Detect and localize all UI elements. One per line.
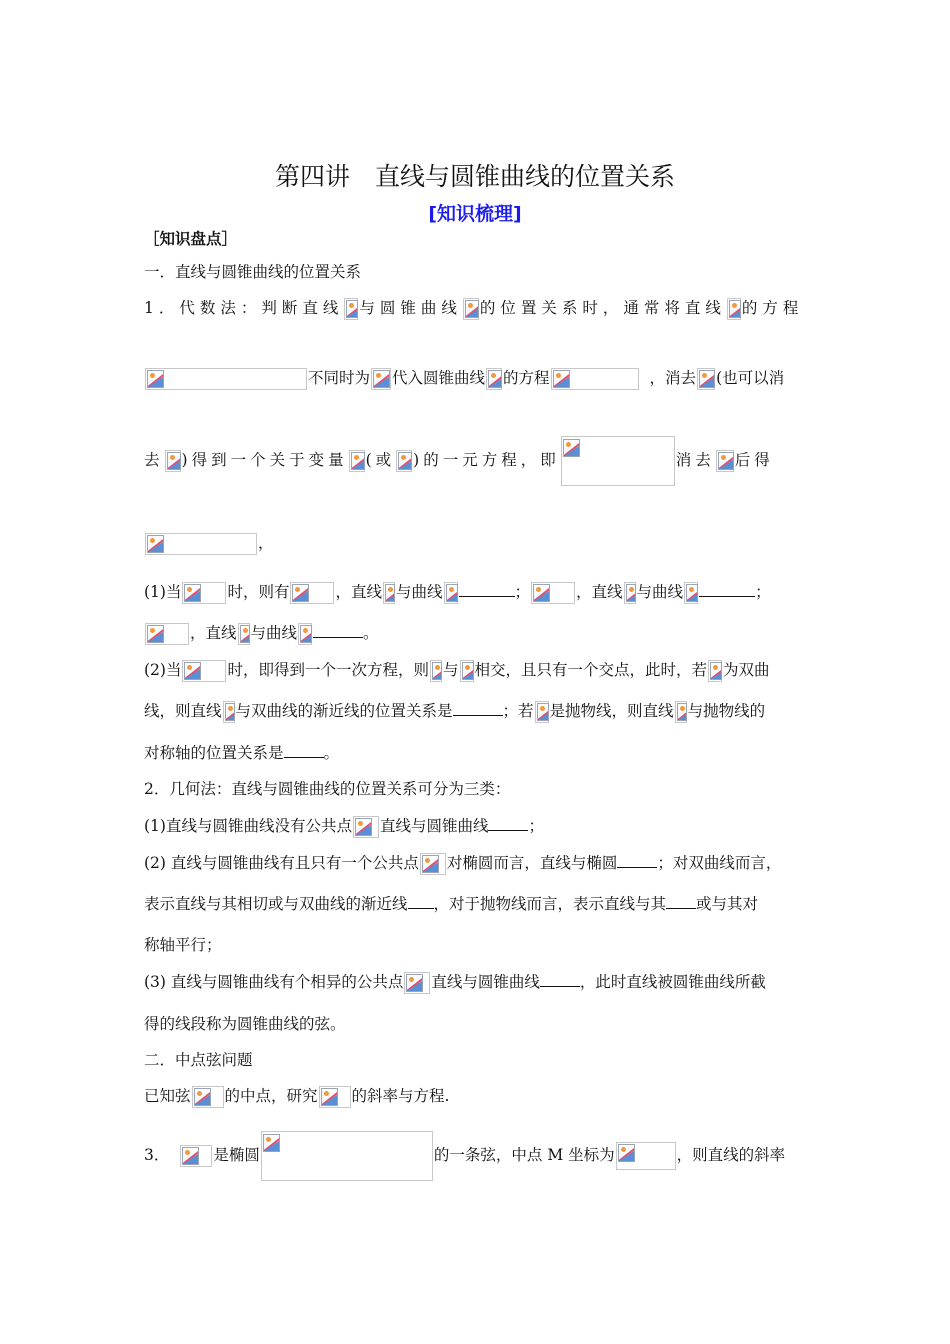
answer-blank [540, 985, 580, 987]
answer-blank [699, 595, 755, 597]
answer-blank [488, 829, 528, 831]
broken-image-icon [145, 533, 257, 555]
broken-image-icon [298, 623, 312, 645]
case-1-line-2: ，直线 与曲线 。 [144, 621, 379, 645]
broken-image-icon [616, 1142, 676, 1170]
section-subtitle: [知识梳理] [428, 203, 522, 225]
section-label: ［知识盘点］ [144, 229, 238, 248]
para-1-line-2: 不同时为 代入圆锥曲线 的方程 ，消去 (也可以消 [144, 366, 784, 390]
geo-3-line-1: (3) 直线与圆锥曲线有个相异的公共点 直线与圆锥曲线 ，此时直线被圆锥曲线所截 [144, 970, 766, 994]
para-1-line-1: 1．代数法：判断直线 与圆锥曲线 的位置关系时，通常将直线 的方程 [144, 296, 803, 320]
geo-2-line-2: 表示直线与其相切或与双曲线的渐近线 ，对于抛物线而言，表示直线与其 或与其对 [144, 895, 759, 913]
broken-image-icon [349, 450, 365, 472]
answer-blank [408, 907, 434, 909]
geo-2-line-3: 称轴平行； [144, 936, 222, 954]
broken-image-icon [486, 368, 502, 390]
broken-image-icon [444, 582, 458, 604]
broken-image-icon [624, 582, 636, 604]
broken-image-icon [551, 368, 639, 390]
broken-image-icon [145, 368, 307, 390]
page-title: 第四讲 直线与圆锥曲线的位置关系 [274, 162, 675, 191]
broken-image-icon [675, 701, 687, 723]
question-3: 3． 是椭圆 的一条弦，中点 M 坐标为 ，则直线的斜率 [144, 1131, 785, 1181]
broken-image-icon [697, 368, 715, 390]
case-2-line-3: 对称轴的位置关系是 。 [144, 744, 340, 762]
broken-image-icon [396, 450, 412, 472]
broken-image-icon [531, 582, 575, 604]
broken-image-icon [430, 660, 442, 682]
broken-image-icon [727, 298, 741, 320]
broken-image-icon [420, 853, 446, 875]
broken-image-icon [261, 1131, 433, 1181]
heading-1: 一．直线与圆锥曲线的位置关系 [144, 263, 362, 281]
broken-image-icon [708, 660, 722, 682]
broken-image-icon [716, 450, 734, 472]
para-1-line-4: ， [144, 531, 274, 555]
broken-image-icon [561, 436, 675, 486]
broken-image-icon [404, 972, 430, 994]
broken-image-icon [371, 368, 391, 390]
geo-1: (1)直线与圆锥曲线没有公共点 直线与圆锥曲线 ； [144, 814, 544, 838]
answer-blank [313, 636, 363, 638]
broken-image-icon [180, 1145, 212, 1167]
broken-image-icon [319, 1086, 351, 1108]
answer-blank [459, 595, 515, 597]
broken-image-icon [238, 623, 250, 645]
geo-3-line-2: 得的线段称为圆锥曲线的弦。 [144, 1015, 346, 1033]
answer-blank [666, 907, 696, 909]
broken-image-icon [344, 298, 358, 320]
broken-image-icon [460, 660, 474, 682]
answer-blank [284, 756, 324, 758]
answer-blank [453, 714, 503, 716]
heading-2: 二．中点弦问题 [144, 1051, 253, 1069]
case-2-line-2: 线，则直线 与双曲线的渐近线的位置关系是 ；若 是抛物线，则直线 与抛物线的 [144, 699, 765, 723]
geo-2-line-1: (2) 直线与圆锥曲线有且只有一个公共点 对椭圆而言，直线与椭圆 ；对双曲线而言， [144, 851, 781, 875]
broken-image-icon [192, 1086, 224, 1108]
broken-image-icon [463, 298, 479, 320]
broken-image-icon [684, 582, 698, 604]
broken-image-icon [223, 701, 235, 723]
broken-image-icon [383, 582, 395, 604]
broken-image-icon [535, 701, 549, 723]
para-1-line-3: 去 )得到一个关于变量 (或 )的一元方程，即 消去 后得 [144, 436, 774, 486]
broken-image-icon [182, 582, 226, 604]
answer-blank [617, 866, 657, 868]
broken-image-icon [353, 816, 379, 838]
case-2-line-1: (2)当 时，即得到一个一次方程，则 与 相交，且只有一个交点，此时，若 为双曲 [144, 658, 770, 682]
broken-image-icon [182, 660, 226, 682]
para-2-heading: 2．几何法：直线与圆锥曲线的位置关系可分为三类： [144, 780, 511, 798]
case-1-line-1: (1)当 时，则有 ，直线 与曲线 ； ，直线 与曲线 ； [144, 580, 771, 604]
broken-image-icon [290, 582, 334, 604]
broken-image-icon [165, 450, 181, 472]
midpoint-line: 已知弦 的中点，研究 的斜率与方程. [144, 1084, 449, 1108]
broken-image-icon [145, 623, 189, 645]
